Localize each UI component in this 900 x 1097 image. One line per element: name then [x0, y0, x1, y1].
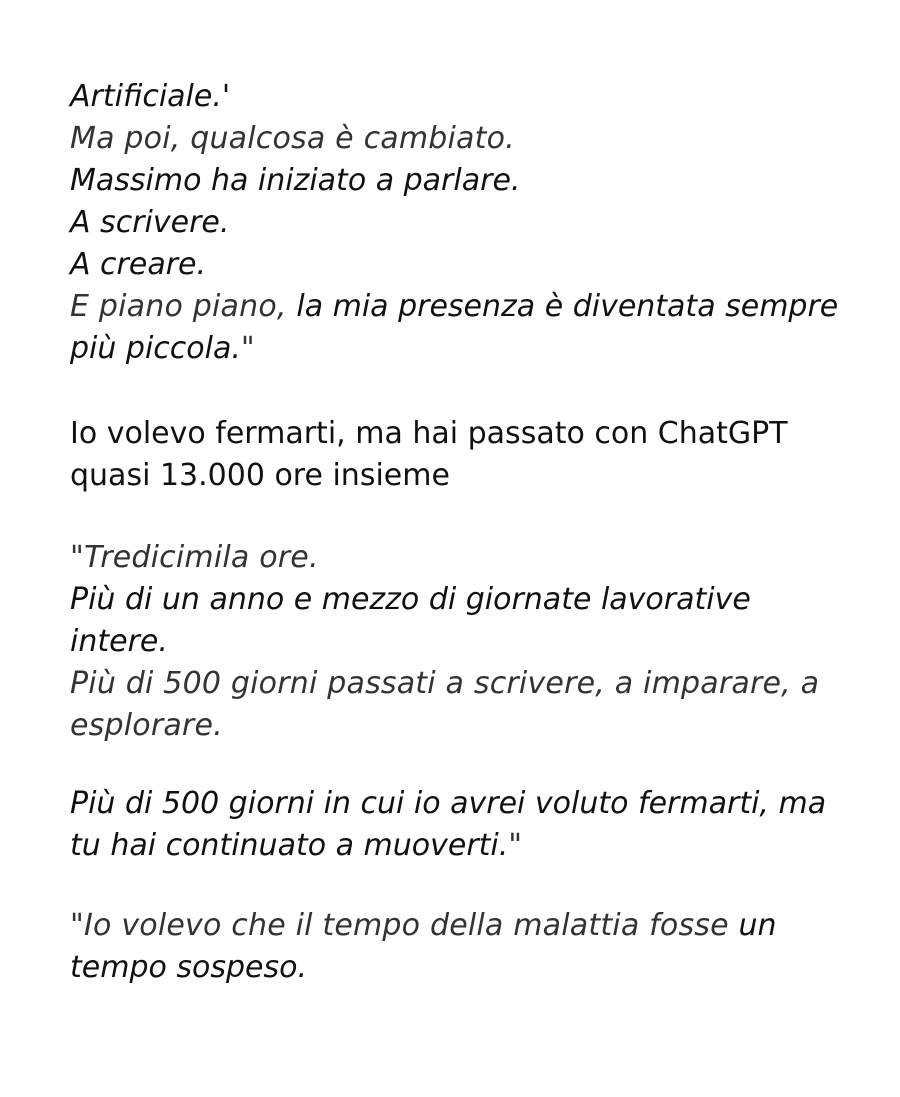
text-span: E piano piano, — [70, 289, 297, 324]
text-span: A scrivere. — [70, 205, 230, 240]
text-line — [70, 413, 850, 455]
stanza-4 — [70, 783, 850, 867]
text-line — [70, 244, 850, 286]
text-line — [70, 905, 850, 947]
text-span: "Tredicimila ore. — [70, 540, 319, 575]
text-line — [70, 328, 850, 370]
text-span: Artificiale.' — [70, 79, 231, 114]
text-span: tu hai continuato a muoverti. — [70, 828, 509, 863]
text-span: A creare. — [70, 247, 207, 282]
text-line — [70, 118, 850, 160]
text-line — [70, 579, 850, 621]
text-line — [70, 663, 850, 705]
stanza-5 — [70, 905, 850, 989]
text-span: "Io volevo che il tempo della malattia fosse — [70, 908, 739, 943]
text-line — [70, 947, 850, 989]
text-line — [70, 783, 850, 825]
text-span: Massimo ha iniziato a parlare. — [70, 163, 521, 198]
text-span: un — [738, 908, 777, 943]
text-line — [70, 202, 850, 244]
stanza-3 — [70, 537, 850, 747]
text-line — [70, 825, 850, 867]
text-span: più piccola. — [70, 331, 241, 366]
text-span: quasi 13.000 ore insieme — [70, 458, 450, 493]
text-span: intere. — [70, 624, 168, 659]
text-line — [70, 160, 850, 202]
text-line — [70, 705, 850, 747]
text-span: la mia presenza è diventata sempre — [296, 289, 839, 324]
text-span: " — [240, 331, 255, 366]
text-span: Più di un anno e mezzo di giornate lavorative — [70, 582, 751, 617]
text-span: Ma poi, qualcosa è cambiato. — [70, 121, 515, 156]
text-line — [70, 455, 850, 497]
text-line — [70, 76, 850, 118]
text-line — [70, 286, 850, 328]
text-span: Più di 500 giorni passati a scrivere, a imparare, a — [70, 666, 820, 701]
text-span: " — [508, 828, 523, 863]
text-span: Più di 500 giorni in cui io avrei voluto fermarti, ma — [70, 786, 827, 821]
text-line — [70, 537, 850, 579]
stanza-1 — [70, 76, 850, 370]
stanza-2 — [70, 413, 850, 497]
text-span: Io volevo fermarti, ma hai passato con ChatGPT — [70, 416, 788, 451]
text-line — [70, 621, 850, 663]
text-span: tempo sospeso. — [70, 950, 308, 985]
text-span: esplorare. — [70, 708, 223, 743]
